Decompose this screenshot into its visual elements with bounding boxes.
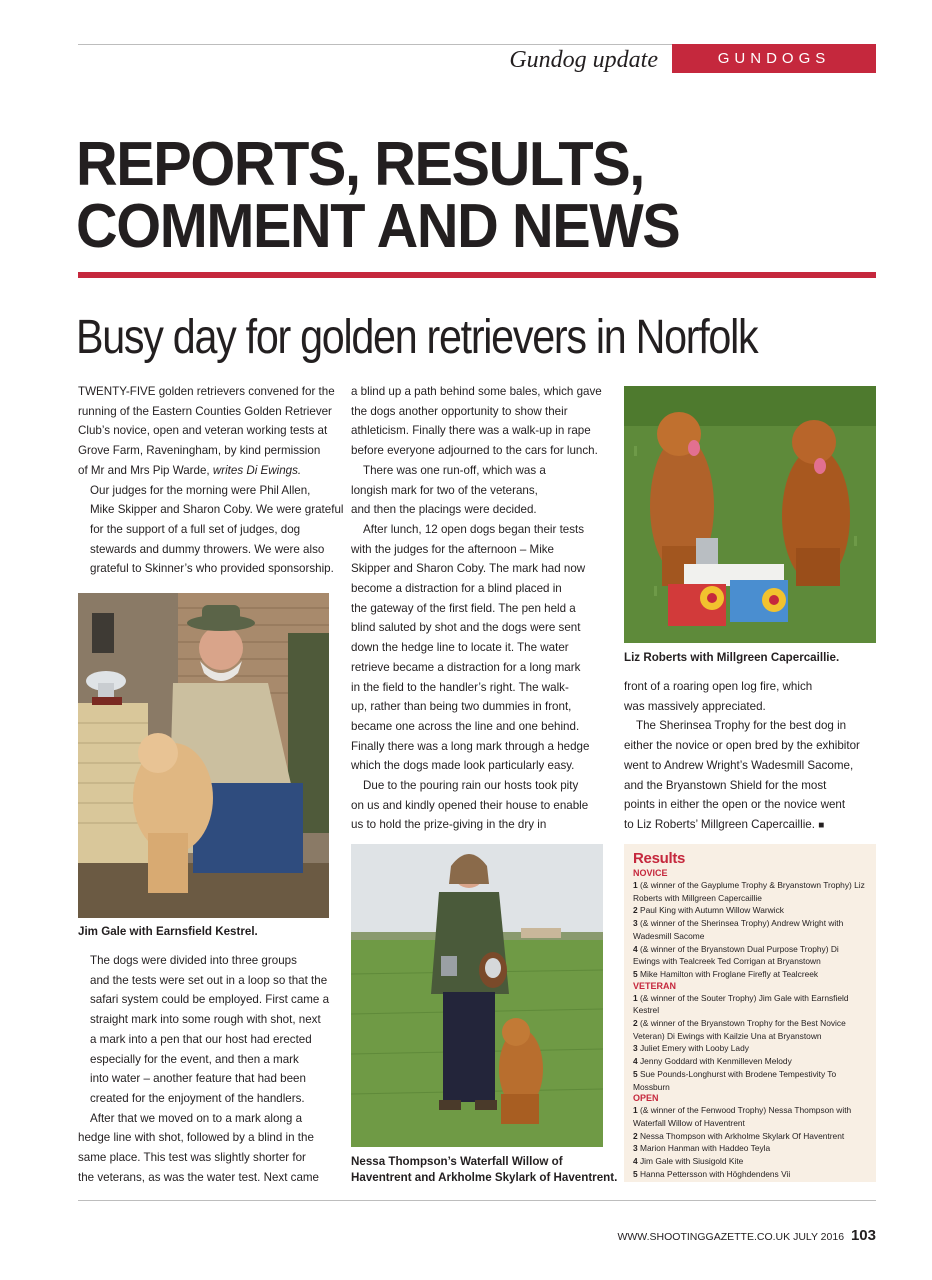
text-line: before everyone adjourned to the cars for lunch.	[351, 444, 598, 458]
result-place: 4	[633, 1056, 638, 1067]
text-line: went to Andrew Wright’s Wadesmill Sacome,	[624, 758, 854, 772]
result-place: 4	[633, 943, 638, 954]
photo-nessa-thompson-image	[351, 844, 603, 1147]
text-line: with the judges for the afternoon – Mike	[351, 542, 555, 556]
result-text: Mike Hamilton with Froglane Firefly at Tealcreek	[637, 968, 819, 979]
result-text: Juliet Emery with Looby Lady	[637, 1043, 749, 1054]
text-line: the veterans, as was the water test. Next came	[78, 1170, 320, 1184]
text-line: in the field to the handler’s right. The walk-	[351, 680, 569, 694]
result-entry	[633, 1055, 868, 1068]
photo-jim-gale-image	[78, 593, 329, 918]
results-panel	[624, 844, 876, 1182]
text-line: created for the enjoyment of the handlers.	[90, 1091, 305, 1105]
results-title: Results	[633, 850, 686, 867]
text-line: running of the Eastern Counties Golden Retriever	[78, 404, 332, 418]
result-entry	[633, 879, 868, 904]
text-line: the dogs another opportunity to show their	[351, 404, 568, 418]
text-line: straight mark into some rough with shot, next	[90, 1013, 321, 1027]
caption-liz-roberts: Liz Roberts with Millgreen Capercaillie.	[624, 651, 840, 664]
bottom-rule	[78, 1200, 876, 1201]
text-line: Club’s novice, open and veteran working tests at	[78, 424, 328, 438]
caption-line-2: Haventrent and Arkholme Skylark of Haventrent.	[351, 1171, 618, 1184]
result-place: 1	[633, 992, 638, 1003]
text-line: up, rather than being two dummies in front,	[351, 700, 572, 714]
result-entry	[633, 1142, 868, 1155]
result-entry	[633, 1130, 868, 1143]
text-fragment: of Mr and Mrs Pip Warde,	[78, 463, 213, 477]
text-line: hedge line with shot, followed by a blind in the	[78, 1131, 314, 1145]
text-line	[78, 461, 328, 481]
result-place: 1	[633, 1105, 638, 1116]
result-place: 4	[633, 1156, 638, 1167]
result-text: Jenny Goddard with Kenmilleven Melody	[637, 1056, 792, 1067]
result-entry	[633, 1155, 868, 1168]
results-category-novice: NOVICE	[633, 868, 668, 878]
result-place: 3	[633, 1043, 638, 1054]
text-line: After lunch, 12 open dogs began their tests	[363, 522, 585, 536]
text-fragment: to Liz Roberts’ Millgreen Capercaillie.	[624, 817, 815, 831]
text-line: There was one run-off, which was a	[363, 463, 546, 477]
text-line: same place. This test was slightly shorter for	[78, 1151, 306, 1165]
text-line: and the tests were set out in a loop so that the	[90, 973, 328, 987]
text-line: TWENTY-FIVE golden retrievers convened for the	[78, 385, 335, 398]
text-line: into water – another feature that had been	[90, 1072, 306, 1086]
text-line: After that we moved on to a mark along a	[90, 1111, 303, 1125]
text-line: on us and kindly opened their house to enable	[351, 798, 589, 812]
result-text: (& winner of the Sherinsea Trophy) Andrew Wright with Wadesmill Sacome	[633, 918, 844, 941]
page-footer	[617, 1225, 876, 1248]
text-line: become a distraction for a blind placed in	[351, 582, 562, 596]
result-text: (& winner of the Gayplume Trophy & Bryanstown Trophy) Liz Roberts with Millgreen Capercaillie	[633, 880, 865, 903]
result-place: 2	[633, 1018, 638, 1029]
results-category-open: OPEN	[633, 1093, 659, 1104]
headline-rule	[78, 272, 876, 278]
text-line: The Sherinsea Trophy for the best dog in	[636, 719, 847, 733]
text-line: athleticism. Finally there was a walk-up in rape	[351, 424, 591, 438]
result-place: 5	[633, 1068, 638, 1079]
text-line: Skipper and Sharon Coby. The mark had now	[351, 562, 586, 576]
result-place: 2	[633, 1130, 638, 1141]
text-line: The dogs were divided into three groups	[90, 954, 297, 967]
result-text: Paul King with Autumn Willow Warwick	[637, 905, 784, 916]
page-number: 103	[850, 1227, 876, 1244]
result-entry	[633, 917, 868, 942]
result-entry	[633, 943, 868, 968]
result-entry	[633, 1068, 868, 1093]
result-entry	[633, 968, 868, 981]
text-line: either the novice or open bred by the exhibitor	[624, 739, 860, 753]
result-place: 2	[633, 905, 638, 916]
headline-line-1: REPORTS, RESULTS,	[76, 130, 644, 199]
result-text: (& winner of the Fenwood Trophy) Nessa Thompson with Waterfall Willow of Haventrent	[633, 1105, 852, 1128]
text-line: Mike Skipper and Sharon Coby. We were grateful	[90, 503, 344, 517]
text-line: and then the placings were decided.	[351, 503, 537, 517]
article-column-1-bottom	[78, 951, 328, 1187]
result-place: 5	[633, 1168, 638, 1179]
result-text: Marion Hanman with Haddeo Teyla	[637, 1143, 771, 1154]
headline-line-2: COMMENT AND NEWS	[76, 192, 680, 261]
text-line: points in either the open or the novice went	[624, 798, 846, 812]
text-line: grateful to Skinner’s who provided sponsorship.	[90, 562, 334, 576]
text-line: safari system could be employed. First came a	[90, 993, 330, 1007]
article-column-3	[624, 677, 876, 836]
byline: writes Di Ewings.	[212, 463, 302, 477]
photo-nessa-thompson	[351, 844, 603, 1147]
section-kicker: Gundog update	[509, 47, 658, 73]
article-column-1-top	[78, 382, 344, 579]
result-place: 1	[633, 880, 638, 890]
result-text: Hanna Pettersson with Höghdendens Vii	[637, 1168, 791, 1179]
text-line: down the hedge line to locate it. The water	[351, 641, 569, 655]
text-line: Finally there was a long mark through a hedge	[351, 739, 590, 753]
result-place: 5	[633, 968, 638, 979]
result-entry	[633, 1017, 868, 1042]
results-category-veteran: VETERAN	[633, 980, 677, 991]
page-headline	[76, 130, 680, 261]
result-text: Jim Gale with Siusigold Kite	[637, 1156, 744, 1167]
section-tag: GUNDOGS	[672, 44, 876, 73]
result-text: Sue Pounds-Longhurst with Brodene Tempestivity To Mossburn	[633, 1068, 837, 1092]
caption-nessa-thompson	[351, 1154, 618, 1186]
text-line: Grove Farm, Raveningham, by kind permission	[78, 444, 321, 458]
text-line: a mark into a pen that our host had erected	[90, 1032, 312, 1046]
text-line: and the Bryanstown Shield for the most	[624, 778, 827, 792]
text-line: for the support of a full set of judges, dog	[90, 522, 301, 536]
text-line: us to hold the prize-giving in the dry in	[351, 818, 547, 832]
photo-liz-roberts-image	[624, 386, 876, 643]
photo-liz-roberts	[624, 386, 876, 643]
result-place: 3	[633, 918, 638, 929]
result-text: Nessa Thompson with Arkholme Skylark Of Haventrent	[637, 1130, 845, 1141]
text-line: blind saluted by shot and the dogs were sent	[351, 621, 581, 635]
text-line: front of a roaring open log fire, which	[624, 680, 813, 693]
result-entry	[633, 1042, 868, 1055]
text-line: a blind up a path behind some bales, which gave	[351, 385, 602, 398]
text-line: stewards and dummy throwers. We were also	[90, 542, 325, 556]
result-text: (& winner of the Souter Trophy) Jim Gale with Earnsfield Kestrel	[633, 992, 849, 1016]
footer-website: WWW.SHOOTINGGAZETTE.CO.UK	[617, 1231, 791, 1243]
text-line	[624, 815, 876, 836]
result-entry	[633, 904, 868, 917]
result-entry	[633, 992, 868, 1017]
text-line: longish mark for two of the veterans,	[351, 483, 538, 497]
text-line: retrieve became a distraction for a long mark	[351, 660, 581, 674]
text-line: Due to the pouring rain our hosts took pity	[363, 779, 579, 793]
text-line: which the dogs made look particularly easy.	[351, 759, 575, 773]
result-place: 3	[633, 1143, 638, 1154]
result-entry	[633, 1104, 868, 1129]
caption-line-1: Nessa Thompson’s Waterfall Willow of	[351, 1155, 563, 1168]
story-title: Busy day for golden retrievers in Norfolk	[76, 311, 758, 364]
text-line: the gateway of the first field. The pen held a	[351, 601, 576, 615]
article-column-2	[351, 382, 603, 835]
text-line: was massively appreciated.	[624, 699, 766, 713]
caption-jim-gale: Jim Gale with Earnsfield Kestrel.	[78, 925, 258, 938]
end-mark-icon: ■	[818, 819, 825, 831]
text-line: Our judges for the morning were Phil Allen,	[90, 483, 311, 497]
result-entry	[633, 1168, 868, 1181]
photo-jim-gale	[78, 593, 329, 918]
text-line: especially for the event, and then a mark	[90, 1052, 299, 1066]
footer-issue: JULY 2016	[793, 1231, 845, 1243]
text-line: became one across the line and one behind.	[351, 719, 580, 733]
result-text: (& winner of the Bryanstown Dual Purpose Trophy) Di Ewings with Tealcreek Ted Corrigan at Bryanstown	[633, 943, 839, 967]
result-text: (& winner of the Bryanstown Trophy for the Best Novice Veteran) Di Ewings with Kailzie Una at Bryanstown	[633, 1018, 846, 1041]
